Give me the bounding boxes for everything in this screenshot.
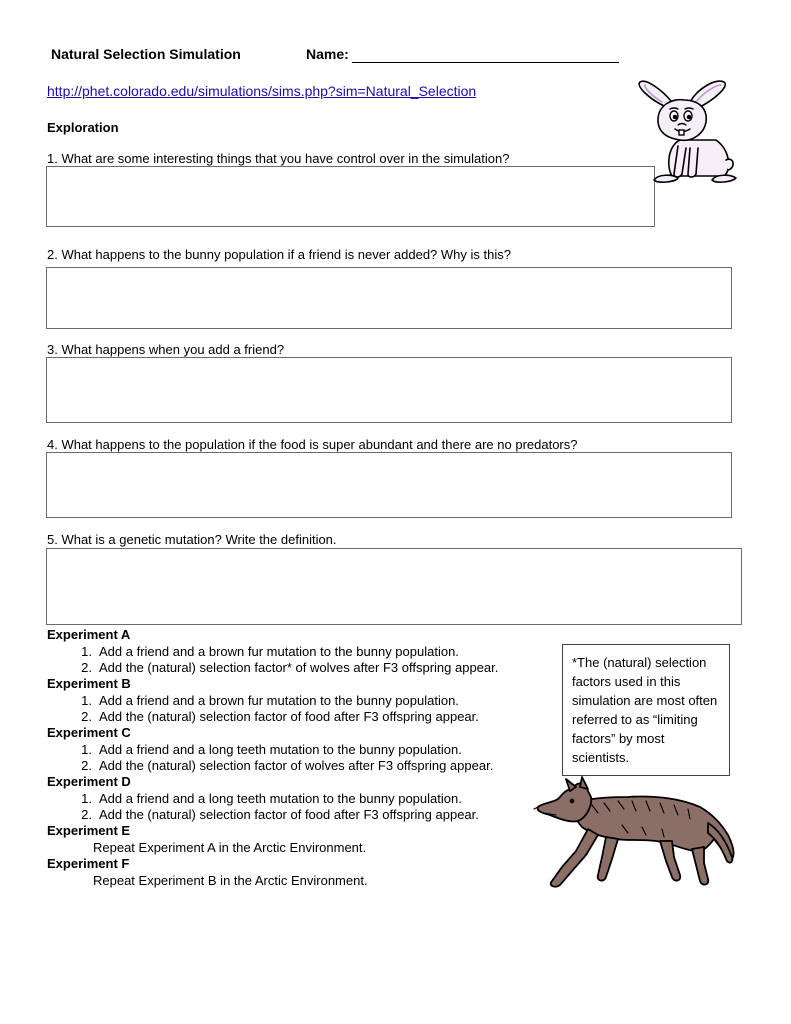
step-number: 1. xyxy=(81,644,92,659)
section-heading-exploration: Exploration xyxy=(47,120,119,135)
step-number: 1. xyxy=(81,742,92,757)
experiment-f-title: Experiment F xyxy=(47,856,130,871)
wolf-icon xyxy=(532,777,742,893)
answer-box-4[interactable] xyxy=(46,452,732,518)
limiting-factors-note xyxy=(562,644,730,776)
step-number: 2. xyxy=(81,758,92,773)
question-5: 5. What is a genetic mutation? Write the definition. xyxy=(47,532,337,547)
limiting-factors-note-text: *The (natural) selection factors used in this simulation are most often referred to as “limiting factors” by most scientists. xyxy=(572,655,718,765)
experiment-b-step-2: Add the (natural) selection factor of food after F3 offspring appear. xyxy=(99,709,479,724)
worksheet-title: Natural Selection Simulation xyxy=(51,46,241,62)
experiment-a-step-2: Add the (natural) selection factor* of wolves after F3 offspring appear. xyxy=(99,660,499,675)
experiment-c-step-2: Add the (natural) selection factor of wolves after F3 offspring appear. xyxy=(99,758,494,773)
experiment-a-title: Experiment A xyxy=(47,627,131,642)
experiment-d-step-1: Add a friend and a long teeth mutation to the bunny population. xyxy=(99,791,462,806)
experiment-e-title: Experiment E xyxy=(47,823,131,838)
experiment-b-step-1: Add a friend and a brown fur mutation to the bunny population. xyxy=(99,693,459,708)
bunny-icon xyxy=(628,76,738,186)
experiment-e-text: Repeat Experiment A in the Arctic Environment. xyxy=(93,840,367,855)
experiment-c-title: Experiment C xyxy=(47,725,131,740)
question-3: 3. What happens when you add a friend? xyxy=(47,342,285,357)
experiment-d-title: Experiment D xyxy=(47,774,131,789)
experiment-a-step-1: Add a friend and a brown fur mutation to the bunny population. xyxy=(99,644,459,659)
answer-box-2[interactable] xyxy=(46,267,732,329)
name-label: Name: xyxy=(306,46,349,62)
answer-box-5[interactable] xyxy=(46,548,742,625)
experiment-c-step-1: Add a friend and a long teeth mutation to the bunny population. xyxy=(99,742,462,757)
answer-box-1[interactable] xyxy=(46,166,655,227)
question-4: 4. What happens to the population if the food is super abundant and there are no predators? xyxy=(47,437,578,452)
step-number: 1. xyxy=(81,693,92,708)
answer-box-3[interactable] xyxy=(46,357,732,423)
question-2: 2. What happens to the bunny population if a friend is never added? Why is this? xyxy=(47,247,511,262)
question-1: 1. What are some interesting things that you have control over in the simulation? xyxy=(47,151,510,166)
name-blank-line[interactable] xyxy=(352,62,619,63)
step-number: 2. xyxy=(81,660,92,675)
phet-link[interactable]: http://phet.colorado.edu/simulations/sims.php?sim=Natural_Selection xyxy=(47,83,477,99)
experiment-f-text: Repeat Experiment B in the Arctic Environment. xyxy=(93,873,368,888)
step-number: 1. xyxy=(81,791,92,806)
experiment-d-step-2: Add the (natural) selection factor of food after F3 offspring appear. xyxy=(99,807,479,822)
step-number: 2. xyxy=(81,807,92,822)
step-number: 2. xyxy=(81,709,92,724)
experiment-b-title: Experiment B xyxy=(47,676,131,691)
